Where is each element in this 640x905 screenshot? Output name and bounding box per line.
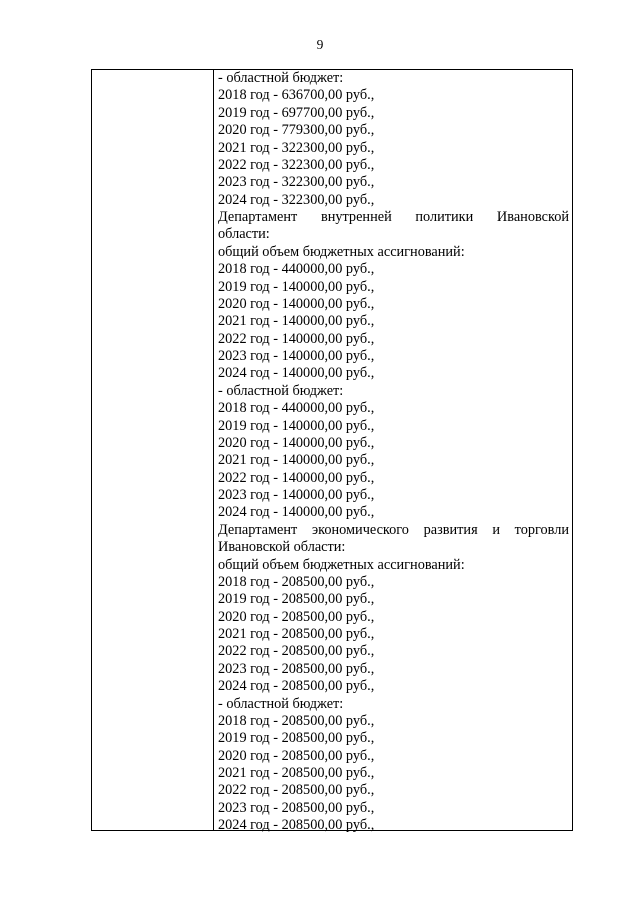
text-line: 2020 год - 140000,00 руб., [218,434,375,451]
text-line: 2024 год - 208500,00 руб., [218,817,375,834]
text-line: 2021 год - 322300,00 руб., [218,139,375,156]
text-line: - областной бюджет: [218,382,344,399]
text-line: 2020 год - 208500,00 руб., [218,747,375,764]
text-line: 2018 год - 440000,00 руб., [218,400,375,417]
text-line: 2018 год - 208500,00 руб., [218,573,375,590]
text-line: 2023 год - 322300,00 руб., [218,174,375,191]
text-line: 2019 год - 697700,00 руб., [218,104,375,121]
text-line: Департамент внутренней политики Ивановской [218,209,569,225]
budget-table [91,69,573,834]
text-line: 2021 год - 208500,00 руб., [218,626,375,642]
text-line: 2021 год - 140000,00 руб., [218,313,375,330]
text-line: 2018 год - 636700,00 руб., [218,87,375,104]
text-line: 2020 год - 208500,00 руб., [218,608,375,625]
text-line: 2019 год - 140000,00 руб., [218,417,375,434]
text-line: 2023 год - 140000,00 руб., [218,348,375,364]
text-line: - областной бюджет: [218,70,344,86]
text-line: 2022 год - 322300,00 руб., [218,156,375,173]
text-line: - областной бюджет: [218,695,344,712]
text-line: 2021 год - 140000,00 руб., [218,452,375,469]
text-line: области: [218,226,270,243]
page-number: 9 [316,37,324,52]
text-line: 2019 год - 208500,00 руб., [218,730,375,747]
text-line: 2022 год - 140000,00 руб., [218,330,375,347]
text-line: 2023 год - 208500,00 руб., [218,799,375,816]
text-line: 2024 год - 322300,00 руб., [218,191,375,208]
text-line: Департамент экономического развития и торговли [218,521,569,538]
text-line: 2021 год - 208500,00 руб., [218,765,375,781]
text-line: 2019 год - 140000,00 руб., [218,278,375,295]
text-line: 2024 год - 140000,00 руб., [218,504,375,521]
text-line: 2022 год - 208500,00 руб., [218,782,375,799]
text-line: 2023 год - 140000,00 руб., [218,487,375,503]
text-line: Ивановской области: [218,539,346,556]
text-line: общий объем бюджетных ассигнований: [218,556,465,573]
text-line: 2018 год - 208500,00 руб., [218,712,375,729]
text-line: 2019 год - 208500,00 руб., [218,591,375,608]
text-line: 2018 год - 440000,00 руб., [218,261,375,278]
text-line: 2023 год - 208500,00 руб., [218,660,375,677]
text-line: общий объем бюджетных ассигнований: [218,243,465,260]
budget-text-cell [218,70,569,835]
text-line: 2024 год - 140000,00 руб., [218,365,375,382]
column-divider [213,70,214,830]
text-line: 2020 год - 779300,00 руб., [218,122,375,139]
text-line: 2022 год - 208500,00 руб., [218,643,375,660]
text-line: 2020 год - 140000,00 руб., [218,295,375,312]
text-line: 2022 год - 140000,00 руб., [218,469,375,486]
text-line: 2024 год - 208500,00 руб., [218,678,375,695]
